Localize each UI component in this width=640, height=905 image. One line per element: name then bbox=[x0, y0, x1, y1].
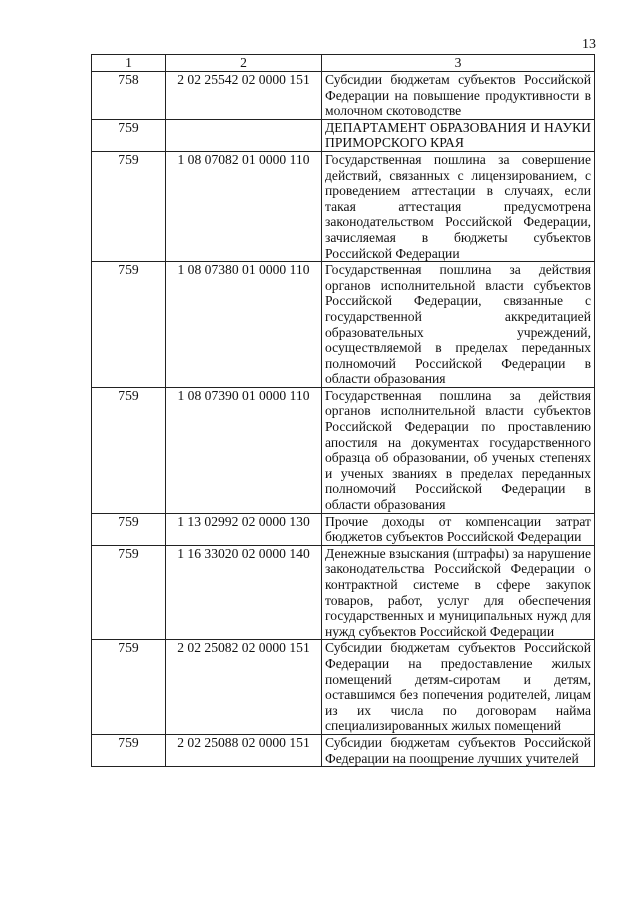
header-col-1: 1 bbox=[92, 55, 166, 72]
admin-code-cell: 759 bbox=[92, 513, 166, 545]
revenue-code-cell: 1 08 07082 01 0000 110 bbox=[166, 151, 322, 261]
table-row bbox=[92, 72, 595, 120]
page-number: 13 bbox=[582, 37, 596, 52]
revenue-name-cell: Субсидии бюджетам субъектов Российской Федерации на предоставление жилых помещений детям-сиротам и детям, оставшимся без попечения родителей, лицам из их числа по договорам найма специализированных жилых помещений bbox=[322, 640, 595, 735]
admin-code-cell: 759 bbox=[92, 734, 166, 766]
table-row bbox=[92, 640, 595, 735]
revenue-code-cell: 2 02 25082 02 0000 151 bbox=[166, 640, 322, 735]
revenue-name-cell: Денежные взыскания (штрафы) за нарушение законодательства Российской Федерации о контрактной системе в сфере закупок товаров, работ, услуг для обеспечения государственных и муниципальных нужд для нужд субъектов Российской Федерации bbox=[322, 545, 595, 640]
admin-code-cell: 759 bbox=[92, 262, 166, 388]
table-row bbox=[92, 513, 595, 545]
department-name-cell: ДЕПАРТАМЕНТ ОБРАЗОВАНИЯ И НАУКИ ПРИМОРСКОГО КРАЯ bbox=[322, 119, 595, 151]
admin-code-cell: 759 bbox=[92, 151, 166, 261]
table-header-row bbox=[92, 55, 595, 72]
admin-code-cell: 759 bbox=[92, 545, 166, 640]
revenue-name-cell: Государственная пошлина за действия органов исполнительной власти субъектов Российской Федерации по проставлению апостиля на документах государственного образца об образовании, об ученых степенях и ученых званиях в пределах переданных полномочий Российской Федерации в области образования bbox=[322, 387, 595, 513]
revenue-code-cell: 2 02 25088 02 0000 151 bbox=[166, 734, 322, 766]
table-row bbox=[92, 262, 595, 388]
revenue-code-cell: 1 16 33020 02 0000 140 bbox=[166, 545, 322, 640]
revenue-code-cell: 1 08 07390 01 0000 110 bbox=[166, 387, 322, 513]
revenue-name-cell: Государственная пошлина за совершение действий, связанных с лицензированием, с проведением аттестации в случаях, если такая аттестация предусмотрена законодательством Российской Федерации, зачисляемая в бюджеты субъектов Российской Федерации bbox=[322, 151, 595, 261]
admin-code-cell: 759 bbox=[92, 640, 166, 735]
revenue-name-cell: Государственная пошлина за действия органов исполнительной власти субъектов Российской Федерации, связанные с государственной аккредитацией образовательных учреждений, осуществляемой в пределах переданных полномочий Российской Федерации в области образования bbox=[322, 262, 595, 388]
revenue-name-cell: Прочие доходы от компенсации затрат бюджетов субъектов Российской Федерации bbox=[322, 513, 595, 545]
admin-code-cell: 759 bbox=[92, 119, 166, 151]
table-row bbox=[92, 545, 595, 640]
header-col-2: 2 bbox=[166, 55, 322, 72]
revenue-name-cell: Субсидии бюджетам субъектов Российской Федерации на поощрение лучших учителей bbox=[322, 734, 595, 766]
admin-code-cell: 759 bbox=[92, 387, 166, 513]
revenue-name-cell: Субсидии бюджетам субъектов Российской Федерации на повышение продуктивности в молочном скотоводстве bbox=[322, 72, 595, 120]
table-row bbox=[92, 119, 595, 151]
header-col-3: 3 bbox=[322, 55, 595, 72]
admin-code-cell: 758 bbox=[92, 72, 166, 120]
revenue-code-cell: 1 08 07380 01 0000 110 bbox=[166, 262, 322, 388]
revenue-codes-table bbox=[91, 54, 595, 767]
revenue-code-cell: 1 13 02992 02 0000 130 bbox=[166, 513, 322, 545]
table-row bbox=[92, 734, 595, 766]
revenue-code-cell bbox=[166, 119, 322, 151]
revenue-code-cell: 2 02 25542 02 0000 151 bbox=[166, 72, 322, 120]
table-row bbox=[92, 387, 595, 513]
table-row bbox=[92, 151, 595, 261]
